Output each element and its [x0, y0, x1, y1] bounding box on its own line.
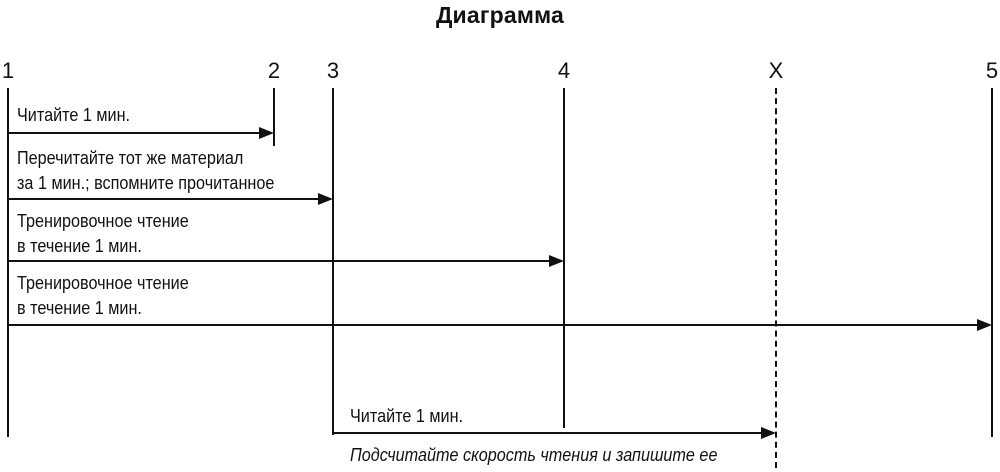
step-1-arrowhead — [259, 127, 274, 139]
marker-2-label: 2 — [267, 58, 281, 83]
marker-x-label: X — [768, 58, 784, 83]
marker-1-line — [7, 88, 9, 437]
step-1-text: Читайте 1 мин. — [17, 105, 131, 125]
step-2-arrowhead — [318, 193, 333, 205]
step-6-text: Подсчитайте скорость чтения и запишите ее — [350, 445, 718, 465]
marker-4-label: 4 — [557, 58, 571, 83]
step-2-arrow-line — [8, 198, 319, 200]
step-5-arrow-line — [333, 432, 762, 434]
step-2-text-line2: за 1 мин.; вспомните прочитанное — [17, 173, 275, 193]
marker-x-line — [775, 88, 777, 468]
step-4-text-line1: Тренировочное чтение — [17, 273, 189, 293]
step-4-arrowhead — [977, 319, 992, 331]
step-3-text-line1: Тренировочное чтение — [17, 211, 189, 231]
marker-1-label: 1 — [1, 58, 15, 83]
step-2-text-line1: Перечитайте тот же материал — [17, 148, 244, 168]
step-5-arrowhead — [761, 427, 776, 439]
step-4-arrow-line — [8, 324, 978, 326]
diagram-title: Диаграмма — [435, 2, 565, 28]
step-5-text: Читайте 1 мин. — [350, 406, 464, 426]
step-3-arrow-line — [8, 260, 550, 262]
step-1-arrow-line — [8, 132, 260, 134]
step-3-arrowhead — [549, 255, 564, 267]
step-4-text-line2: в течение 1 мин. — [17, 298, 142, 318]
marker-3-label: 3 — [326, 58, 340, 83]
marker-5-label: 5 — [985, 58, 999, 83]
marker-5-line — [991, 88, 993, 437]
step-3-text-line2: в течение 1 мин. — [17, 236, 142, 256]
